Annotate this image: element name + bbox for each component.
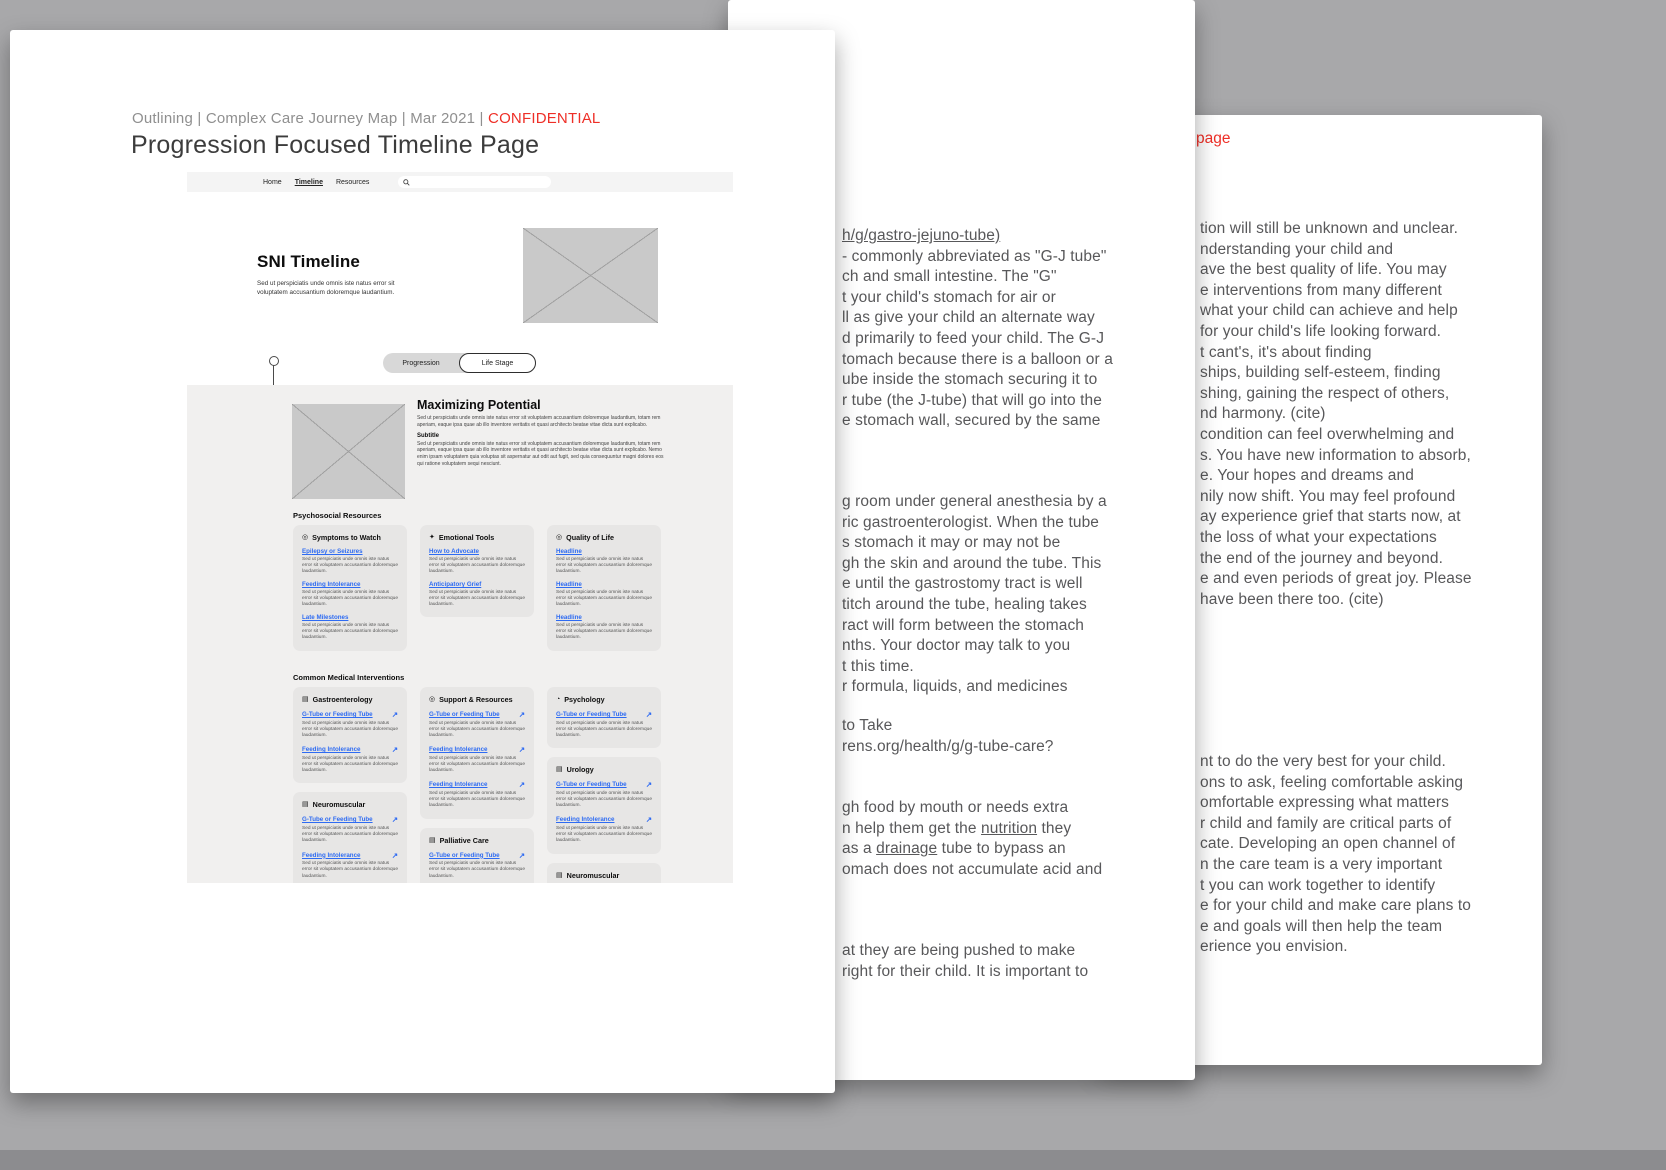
urology-icon: ▤ — [556, 766, 563, 774]
card-column — [420, 687, 534, 883]
feature-body-2: Sed ut perspiciatis unde omnis iste natus error sit voluptatem accusantium doloremque laudantium, totam rem aperiam, eaque ipsa quae ab illo inventore veritatis et quasi architecto beatae vitae dicta sunt explicabo. Nemo enim ipsam voluptatem quia voluptas sit aspernatur aut odit aut fugit, sed quia consequuntur magni dolores eos qui ratione voluptatem sequi nesciunt. — [417, 440, 664, 467]
psychology-icon: ◔ — [556, 696, 561, 703]
text-line: gh food by mouth or needs extra — [842, 799, 1069, 816]
text-line: as a drainage tube to bypass an — [842, 840, 1066, 858]
text-line: d primarily to feed your child. The G-J — [842, 329, 1105, 347]
nav-item-timeline[interactable]: Timeline — [294, 178, 323, 186]
resource-card-neuromuscular — [547, 863, 661, 883]
text-line: ric gastroenterologist. When the tube — [842, 513, 1100, 531]
card-body-text: Sed ut perspiciatis unde omnis iste natus error sit voluptatem accusantium doloremque laudantium. — [429, 589, 525, 608]
text-line: the loss of what your expectations — [1200, 528, 1437, 546]
card-title: Neuromuscular — [312, 800, 366, 810]
card-link-g-tube-or-feeding-tube[interactable]: G-Tube or Feeding Tube — [302, 816, 373, 824]
card-body-text: Sed ut perspiciatis unde omnis iste natus error sit voluptatem accusantium doloremque laudantium. — [302, 755, 398, 774]
card-body-text: Sed ut perspiciatis unde omnis iste natus error sit voluptatem accusantium doloremque laudantium. — [429, 556, 525, 574]
image-placeholder — [523, 228, 658, 323]
card-column — [293, 687, 407, 883]
resource-card-quality-of-life — [547, 525, 661, 651]
card-link-g-tube-or-feeding-tube[interactable]: G-Tube or Feeding Tube — [556, 781, 627, 789]
feature-section — [417, 398, 669, 468]
card-link-g-tube-or-feeding-tube[interactable]: G-Tube or Feeding Tube — [556, 711, 627, 718]
view-toggle[interactable] — [383, 353, 536, 373]
card-grid-medical — [293, 687, 661, 883]
symptoms-to-watch-icon: ◎ — [302, 534, 309, 541]
external-link-icon: ↗ — [391, 815, 398, 825]
palliative-care-icon: ▤ — [429, 836, 436, 844]
card-body-text: Sed ut perspiciatis unde omnis iste natus error sit voluptatem accusantium doloremque laudantium. — [302, 589, 398, 608]
card-column — [547, 687, 661, 883]
card-link-feeding-intolerance[interactable]: Feeding Intolerance — [302, 581, 361, 589]
page2-text-block — [842, 941, 1088, 982]
quality-of-life-icon: ◎ — [556, 534, 563, 541]
text-line: rens.org/health/g/g-tube-care? — [842, 737, 1054, 755]
card-link-g-tube-or-feeding-tube[interactable]: G-Tube or Feeding Tube — [429, 711, 500, 718]
text-line: ract will form between the stomach — [842, 616, 1085, 634]
text-line: t this time. — [842, 657, 914, 675]
hero-subtitle: Sed ut perspiciatis unde omnis iste natus error sit voluptatem accusantium doloremque laudantium. — [257, 280, 395, 297]
feature-title: Maximizing Potential — [417, 398, 541, 412]
search-input[interactable] — [413, 179, 533, 185]
card-column — [547, 525, 661, 651]
external-link-icon: ↗ — [518, 710, 525, 719]
text-line: ons to ask, feeling comfortable asking — [1200, 773, 1464, 791]
gastroenterology-icon: ▤ — [302, 696, 309, 703]
card-body-text: Sed ut perspiciatis unde omnis iste natus error sit voluptatem accusantium doloremque laudantium. — [429, 790, 525, 809]
text-line: nd harmony. (cite) — [1200, 405, 1326, 423]
text-line: t you can work together to identify — [1200, 876, 1436, 894]
feature-body: Sed ut perspiciatis unde omnis iste natus error sit voluptatem accusantium doloremque laudantium, totam rem aperiam, eaque ipsa quae ab illo inventore veritatis et quasi architecto beatae vitae dicta sunt explicabo. — [417, 415, 661, 428]
meta-breadcrumb: Outlining | Complex Care Journey Map | Mar 2021 | — [132, 110, 484, 127]
text-line: nily now shift. You may feel profound — [1200, 487, 1456, 505]
document-page-1 — [10, 30, 835, 1093]
text-line: erience you envision. — [1200, 938, 1348, 956]
card-body-text: Sed ut perspiciatis unde omnis iste natus error sit voluptatem accusantium doloremque laudantium. — [556, 556, 652, 574]
text-line: r tube (the J-tube) that will go into the — [842, 391, 1102, 409]
confidential-label: CONFIDENTIAL — [488, 110, 601, 127]
card-body-text: Sed ut perspiciatis unde omnis iste natus error sit voluptatem accusantium doloremque laudantium. — [556, 720, 652, 738]
card-link-late-milestones[interactable]: Late Milestones — [302, 614, 349, 622]
card-link-feeding-intolerance[interactable]: Feeding Intolerance — [302, 746, 361, 754]
card-grid-psychosocial — [293, 525, 661, 651]
external-link-icon: ↗ — [391, 850, 398, 860]
text-line: ch and small intestine. The "G" — [842, 268, 1057, 286]
text-line: e stomach wall, secured by the same — [842, 412, 1101, 430]
text-line: ships, building self-esteem, finding — [1200, 364, 1441, 382]
text-line: shing, gaining the respect of others, — [1200, 384, 1450, 402]
external-link-icon: ↗ — [645, 815, 652, 825]
card-body-text: Sed ut perspiciatis unde omnis iste natus error sit voluptatem accusantium doloremque laudantium. — [302, 720, 398, 738]
card-title: Emotional Tools — [438, 533, 495, 542]
resource-card-emotional-tools — [420, 525, 534, 617]
mockup-navbar — [187, 172, 733, 192]
neuromuscular-icon: ▤ — [302, 801, 309, 809]
page3-text-block — [1200, 752, 1471, 958]
card-title: Gastroenterology — [312, 695, 373, 704]
text-line: tion will still be unknown and unclear. — [1200, 220, 1459, 237]
nav-item-resources[interactable]: Resources — [335, 178, 370, 186]
card-link-feeding-intolerance[interactable]: Feeding Intolerance — [302, 851, 361, 859]
card-body-text: Sed ut perspiciatis unde omnis iste natus error sit voluptatem accusantium doloremque laudantium. — [302, 622, 398, 641]
text-line: omach does not accumulate acid and — [842, 860, 1103, 878]
text-line: for your child's life looking forward. — [1200, 322, 1442, 340]
text-line: titch around the tube, healing takes — [842, 595, 1087, 613]
desk-edge — [0, 1150, 1666, 1170]
card-body-text: Sed ut perspiciatis unde omnis iste natus error sit voluptatem accusantium doloremque laudantium. — [556, 589, 652, 608]
card-body-text: Sed ut perspiciatis unde omnis iste natus error sit voluptatem accusantium doloremque laudantium. — [302, 861, 398, 879]
text-line: ave the best quality of life. You may — [1200, 261, 1447, 279]
page2-text-block — [842, 492, 1107, 698]
text-line: r child and family are critical parts of — [1200, 814, 1452, 832]
text-line: at they are being pushed to make — [842, 942, 1076, 959]
resource-card-urology — [547, 757, 661, 853]
page2-text-block — [842, 716, 1054, 757]
external-link-icon: ↗ — [645, 780, 652, 790]
external-link-icon: ↗ — [518, 745, 525, 755]
card-body-text: Sed ut perspiciatis unde omnis iste natus error sit voluptatem accusantium doloremque laudantium. — [556, 622, 652, 641]
nav-item-home[interactable]: Home — [263, 178, 282, 186]
text-line: e. Your hopes and dreams and — [1200, 467, 1414, 485]
page-title: Progression Focused Timeline Page — [131, 131, 540, 159]
card-link-g-tube-or-feeding-tube[interactable]: G-Tube or Feeding Tube — [302, 711, 373, 718]
support-resources-icon: ◎ — [429, 696, 436, 703]
feature-subtitle-label: Subtitle — [417, 432, 439, 439]
text-line: cate. Developing an open channel of — [1200, 835, 1456, 853]
timeline-node[interactable] — [269, 356, 279, 366]
card-body-text: Sed ut perspiciatis unde omnis iste natus error sit voluptatem accusantium doloremque laudantium. — [556, 825, 652, 844]
wireframe-mockup — [187, 172, 733, 883]
search-bar[interactable] — [398, 176, 551, 188]
text-line: nderstanding your child and — [1200, 240, 1394, 258]
text-line: n the care team is a very important — [1200, 855, 1443, 873]
card-link-feeding-intolerance[interactable]: Feeding Intolerance — [429, 746, 488, 754]
card-body-text: Sed ut perspiciatis unde omnis iste natus error sit voluptatem accusantium doloremque laudantium. — [302, 556, 398, 574]
text-line: the end of the journey and beyond. — [1200, 549, 1443, 567]
card-link-headline[interactable]: Headline — [556, 614, 582, 622]
page3-red-header-fragment: page — [1196, 130, 1231, 147]
external-link-icon: ↗ — [518, 850, 525, 860]
emotional-tools-icon: ✦ — [429, 534, 435, 541]
text-line: ay experience grief that starts now, at — [1200, 508, 1461, 526]
text-line: what your child can achieve and help — [1200, 302, 1458, 320]
text-line: e and goals will then help the team — [1200, 917, 1443, 935]
text-line: omfortable expressing what matters — [1200, 794, 1449, 812]
text-line: t your child's stomach for air or — [842, 288, 1056, 306]
resource-card-psychology — [547, 687, 661, 748]
card-link-anticipatory-grief[interactable]: Anticipatory Grief — [429, 581, 482, 589]
card-link-headline[interactable]: Headline — [556, 548, 582, 555]
search-icon — [403, 179, 410, 186]
timeline-content-panel — [187, 385, 733, 883]
card-link-headline[interactable]: Headline — [556, 581, 582, 589]
text-line: s stomach it may or may not be — [842, 534, 1061, 552]
text-line: to Take — [842, 717, 893, 734]
text-line: h/g/gastro-jejuno-tube) — [842, 227, 1001, 244]
card-body-text: Sed ut perspiciatis unde omnis iste natus error sit voluptatem accusantium doloremque laudantium. — [302, 825, 398, 844]
text-line: e until the gastrostomy tract is well — [842, 575, 1083, 593]
card-link-g-tube-or-feeding-tube[interactable]: G-Tube or Feeding Tube — [429, 851, 500, 859]
card-title: Symptoms to Watch — [312, 533, 381, 542]
text-line: t cant's, it's about finding — [1200, 343, 1372, 361]
toggle-option-life-stage[interactable]: Life Stage — [459, 353, 536, 373]
card-title: Urology — [566, 765, 594, 775]
text-line: - commonly abbreviated as "G-J tube" — [842, 247, 1107, 265]
card-title: Support & Resources — [439, 695, 513, 704]
card-title: Quality of Life — [566, 533, 615, 542]
text-line: ll as give your child an alternate way — [842, 309, 1095, 327]
text-line: e and even periods of great joy. Please — [1200, 570, 1472, 588]
external-link-icon: ↗ — [391, 710, 398, 719]
card-body-text: Sed ut perspiciatis unde omnis iste natus error sit voluptatem accusantium doloremque laudantium. — [556, 790, 652, 809]
image-placeholder — [292, 404, 405, 499]
resource-card-palliative-care — [420, 828, 534, 883]
group-label-psychosocial: Psychosocial Resources — [293, 511, 382, 520]
text-line: gh the skin and around the tube. This — [842, 554, 1102, 572]
card-body-text: Sed ut perspiciatis unde omnis iste natus error sit voluptatem accusantium doloremque laudantium. — [429, 720, 525, 738]
card-link-epilepsy-or-seizures[interactable]: Epilepsy or Seizures — [302, 548, 363, 555]
resource-card-symptoms-to-watch — [293, 525, 407, 651]
text-line: ube inside the stomach securing it to — [842, 371, 1098, 389]
text-line: condition can feel overwhelming and — [1200, 425, 1455, 443]
text-line: s. You have new information to absorb, — [1200, 446, 1471, 464]
text-line: g room under general anesthesia by a — [842, 493, 1107, 510]
resource-card-neuromuscular — [293, 792, 407, 883]
resource-card-support-resources — [420, 687, 534, 819]
text-line: have been there too. (cite) — [1200, 590, 1384, 608]
card-link-feeding-intolerance[interactable]: Feeding Intolerance — [429, 781, 488, 789]
external-link-icon: ↗ — [391, 745, 398, 755]
external-link-icon: ↗ — [518, 780, 525, 790]
text-line: tomach because there is a balloon or a — [842, 350, 1113, 368]
text-line: e for your child and make care plans to — [1200, 897, 1471, 915]
group-label-medical: Common Medical Interventions — [293, 673, 405, 682]
external-link-icon: ↗ — [645, 710, 652, 719]
card-body-text: Sed ut perspiciatis unde omnis iste natus error sit voluptatem accusantium doloremque laudantium. — [429, 861, 525, 879]
page3-text-block — [1200, 219, 1472, 610]
card-column — [420, 525, 534, 651]
text-line: e interventions from many different — [1200, 281, 1442, 299]
card-body-text: Sed ut perspiciatis unde omnis iste natus error sit voluptatem accusantium doloremque laudantium. — [429, 755, 525, 774]
card-title: Neuromuscular — [566, 870, 620, 880]
card-title: Psychology — [564, 695, 605, 704]
text-line: r formula, liquids, and medicines — [842, 678, 1068, 696]
text-line: nt to do the very best for your child. — [1200, 753, 1446, 770]
document-meta-line — [132, 110, 600, 127]
page2-text-block — [842, 798, 1102, 880]
toggle-option-progression[interactable]: Progression — [402, 359, 440, 367]
text-line: right for their child. It is important to — [842, 962, 1089, 980]
card-title: Palliative Care — [439, 835, 489, 845]
card-link-feeding-intolerance[interactable]: Feeding Intolerance — [556, 816, 615, 824]
card-link-how-to-advocate[interactable]: How to Advocate — [429, 548, 479, 555]
resource-card-gastroenterology — [293, 687, 407, 783]
neuromuscular-icon: ▤ — [556, 871, 563, 879]
page2-text-block — [842, 226, 1113, 432]
card-column — [293, 525, 407, 651]
hero-title: SNI Timeline — [257, 252, 360, 271]
text-line: nths. Your doctor may talk to you — [842, 637, 1071, 655]
text-line: n help them get the nutrition they — [842, 819, 1072, 837]
